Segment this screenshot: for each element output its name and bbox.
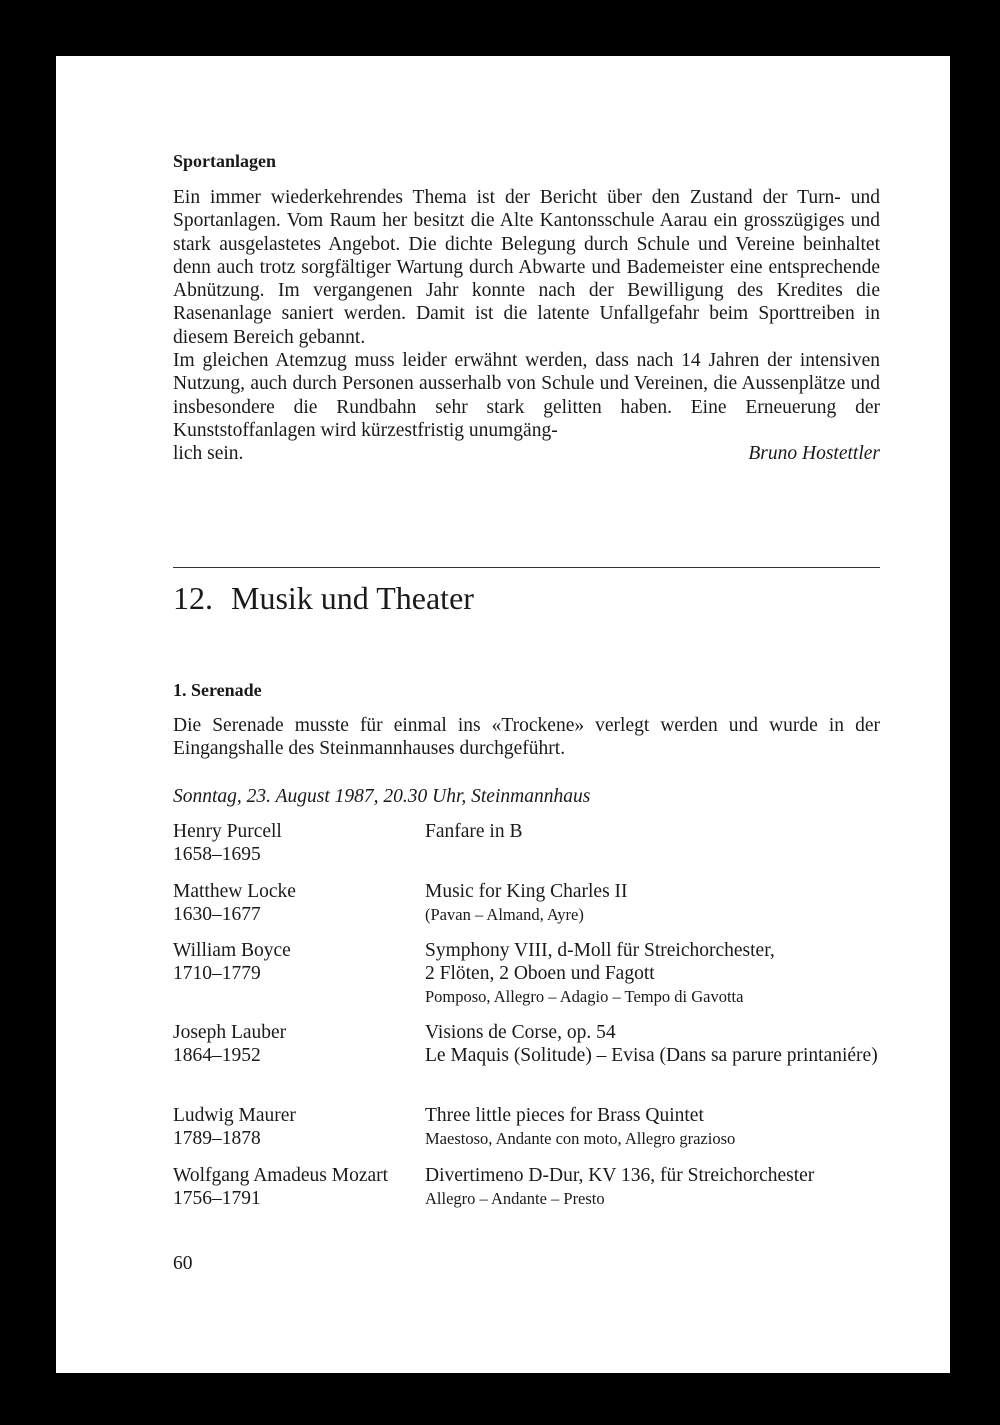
scan-border-left — [0, 0, 56, 1425]
program-row — [173, 939, 880, 1008]
paragraph: Ein immer wiederkehrendes Thema ist der Bericht über den Zustand der Turn- und Sportanlagen. Vom Raum her besitzt die Alte Kantonsschule Aarau ein grosszügiges und stark ausgelastetes Angebot. Die dichte Belegung durch Schule und Vereine beinhaltet denn auch trotz sorgfältiger Wartung durch Abwarte und Bademeister eine entsprechende Abnützung. Im vergangenen Jahr konnte nach der Bewilligung des Kredites die Rasenanlage saniert werden. Damit ist die latente Unfallgefahr beim Sporttreiben in diesem Bereich gebannt. — [173, 187, 880, 348]
scan-border-right — [950, 0, 1000, 1425]
composer-name: William Boyce — [173, 940, 291, 961]
program-row — [173, 1104, 880, 1150]
composer-years: 1789–1878 — [173, 1128, 261, 1149]
work-title: Symphony VIII, d-Moll für Streichorchester, — [425, 940, 775, 961]
program-row — [173, 1164, 880, 1210]
composer-name: Joseph Lauber — [173, 1022, 287, 1043]
composer-name: Henry Purcell — [173, 821, 282, 842]
work-detail: Maestoso, Andante con moto, Allegro grazioso — [425, 1129, 736, 1148]
composer-name: Wolfgang Amadeus Mozart — [173, 1165, 389, 1186]
section-heading-sportanlagen: Sportanlagen — [173, 151, 277, 171]
work-detail: Pomposo, Allegro – Adagio – Tempo di Gavotta — [425, 987, 744, 1006]
composer-name: Matthew Locke — [173, 881, 296, 902]
chapter-name: Musik und Theater — [231, 580, 474, 616]
program-row — [173, 880, 880, 926]
work-detail: Allegro – Andante – Presto — [425, 1189, 605, 1208]
section-heading-serenade: 1. Serenade — [173, 680, 262, 700]
composer-years: 1658–1695 — [173, 844, 261, 865]
program-row — [173, 1021, 880, 1067]
work-title: Visions de Corse, op. 54 — [425, 1022, 616, 1043]
composer-years: 1710–1779 — [173, 963, 261, 984]
composer-years: 1630–1677 — [173, 904, 261, 925]
work-title: Fanfare in B — [425, 821, 523, 842]
last-line: lich sein. — [173, 443, 244, 465]
chapter-title — [173, 580, 474, 617]
signature-line — [173, 442, 880, 465]
composer-years: 1864–1952 — [173, 1045, 261, 1066]
scan-border-top — [0, 0, 1000, 56]
paragraph: Im gleichen Atemzug muss leider erwähnt werden, dass nach 14 Jahren der intensiven Nutzung, auch durch Personen ausserhalb von Schule und Vereinen, die Aussenplätze und insbesondere die Rundbahn sehr stark gelitten haben. Eine Erneuerung der Kunststoffanlagen wird kürzestfristig unumgäng- — [173, 350, 880, 441]
author-signature: Bruno Hostettler — [748, 443, 880, 465]
concert-date: Sonntag, 23. August 1987, 20.30 Uhr, Steinmannhaus — [173, 786, 591, 807]
program-row — [173, 820, 880, 866]
work-title: Divertimeno D-Dur, KV 136, für Streichorchester — [425, 1165, 815, 1186]
work-title: Three little pieces for Brass Quintet — [425, 1105, 704, 1126]
chapter-number: 12. — [173, 580, 213, 616]
work-scoring: 2 Flöten, 2 Oboen und Fagott — [425, 963, 655, 984]
scan-border-bottom — [0, 1373, 1000, 1425]
page-number: 60 — [173, 1253, 193, 1274]
work-detail: (Pavan – Almand, Ayre) — [425, 905, 584, 924]
chapter-divider — [173, 567, 880, 568]
sport-body — [173, 186, 880, 466]
serenade-body: Die Serenade musste für einmal ins «Trockene» verlegt werden und wurde in der Eingangshalle des Steinmannhauses durchgeführt. — [173, 715, 880, 760]
work-title: Music for King Charles II — [425, 881, 628, 902]
work-movements: Le Maquis (Solitude) – Evisa (Dans sa parure printaniére) — [425, 1045, 878, 1066]
composer-years: 1756–1791 — [173, 1188, 261, 1209]
composer-name: Ludwig Maurer — [173, 1105, 296, 1126]
